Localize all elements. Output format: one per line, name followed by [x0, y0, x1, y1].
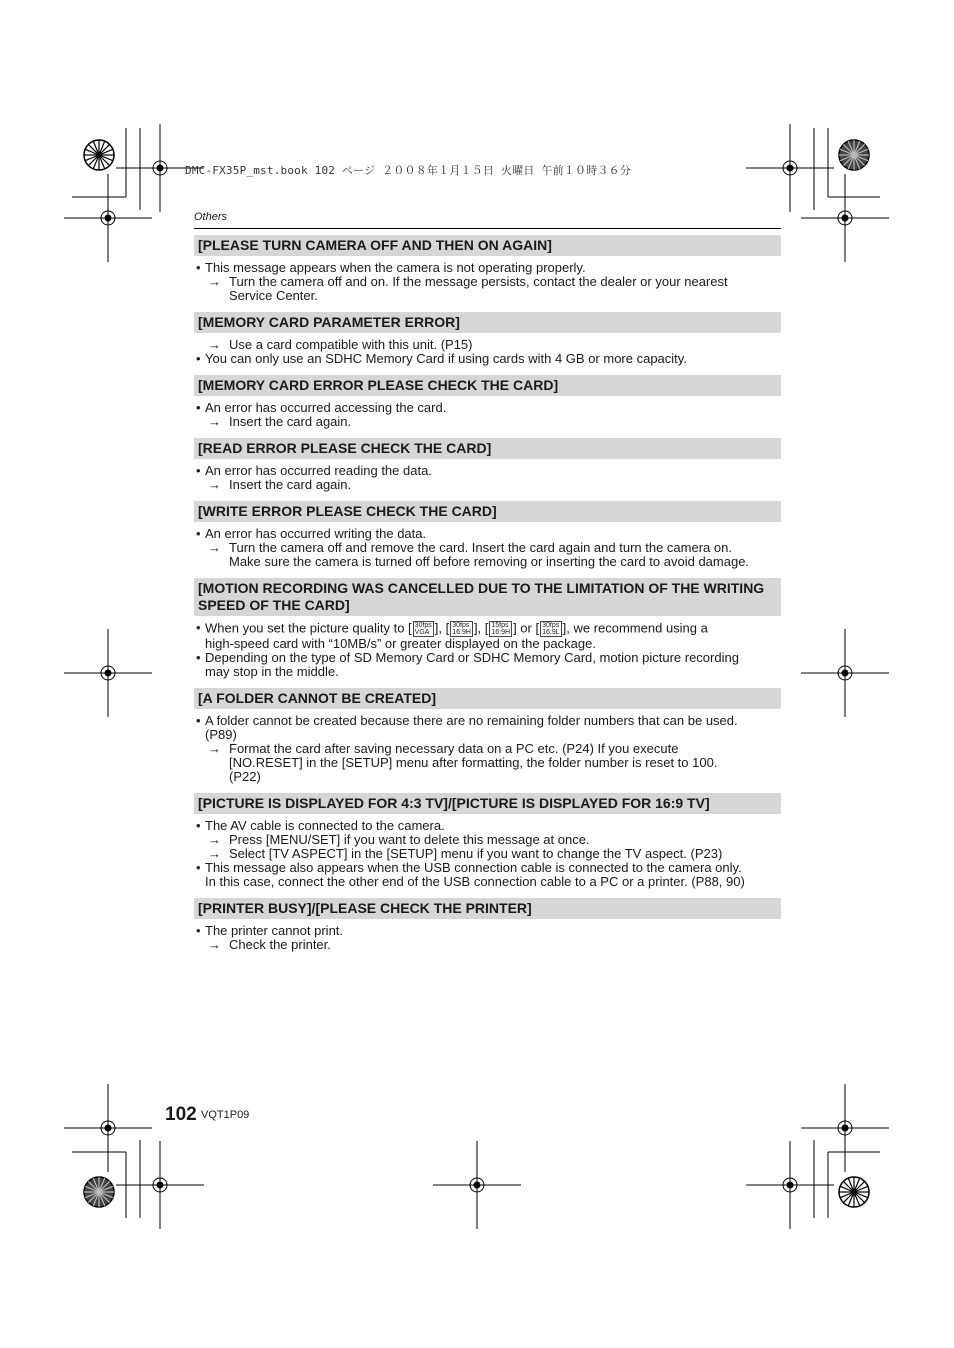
line-text: Use a card compatible with this unit. (P15)	[229, 337, 473, 352]
bullet-line	[194, 861, 781, 875]
arrow-icon: →	[208, 540, 221, 555]
line-text: (P89)	[205, 727, 237, 742]
bullet-line	[194, 714, 781, 728]
registration-crosshair	[64, 1084, 152, 1172]
line-text: Insert the card again.	[229, 414, 352, 429]
quality-mode: 16:9H	[452, 629, 471, 636]
message-body	[194, 522, 781, 569]
message-body	[194, 919, 781, 952]
bullet-line	[194, 924, 781, 938]
print-header: DMC-FX35P_mst.book 102 ページ ２００８年１月１５日 火曜日 午前１０時３６分	[185, 164, 631, 177]
picture-quality-icon	[489, 621, 512, 637]
message-heading: [PLEASE TURN CAMERA OFF AND THEN ON AGAIN]	[194, 235, 781, 256]
arrow-line	[194, 847, 781, 861]
message-body	[194, 333, 781, 366]
continuation-line	[194, 289, 781, 303]
line-text: This message also appears when the USB connection cable is connected to the camera only.	[205, 860, 742, 875]
arrow-icon: →	[208, 477, 221, 492]
page-number: 102	[165, 1104, 197, 1125]
arrow-icon: →	[208, 337, 221, 352]
color-rosette	[84, 140, 114, 170]
bullet-line	[194, 527, 781, 541]
quality-mode: VGA	[414, 629, 430, 636]
line-text: Make sure the camera is turned off before removing or inserting the card to avoid damage.	[229, 554, 750, 569]
registration-crosshair	[801, 629, 889, 717]
arrow-line	[194, 275, 781, 289]
line-text: Depending on the type of SD Memory Card or SDHC Memory Card, motion picture recording	[205, 650, 739, 665]
line-text: In this case, connect the other end of the USB connection cable to a PC or a printer. (P88, 90)	[205, 874, 745, 889]
bullet-line	[194, 352, 781, 366]
continuation-line	[194, 770, 781, 784]
line-text: ], [	[473, 620, 489, 636]
message-body	[194, 396, 781, 429]
color-rosette	[839, 140, 869, 170]
line-text: You can only use an SDHC Memory Card if using cards with 4 GB or more capacity.	[205, 351, 687, 366]
picture-quality-icon	[450, 621, 473, 637]
message-heading: [MEMORY CARD PARAMETER ERROR]	[194, 312, 781, 333]
message-section	[194, 688, 781, 784]
message-section	[194, 501, 781, 569]
picture-quality-icon	[540, 621, 562, 637]
message-heading: [PICTURE IS DISPLAYED FOR 4:3 TV]/[PICTURE IS DISPLAYED FOR 16:9 TV]	[194, 793, 781, 814]
message-section	[194, 793, 781, 889]
arrow-line	[194, 833, 781, 847]
line-text: ], we recommend using a	[562, 620, 708, 636]
message-heading: [READ ERROR PLEASE CHECK THE CARD]	[194, 438, 781, 459]
line-text: ] or [	[513, 620, 540, 636]
arrow-line	[194, 541, 781, 555]
message-section	[194, 578, 781, 679]
line-text: An error has occurred accessing the card.	[205, 400, 447, 415]
message-section	[194, 375, 781, 429]
message-heading: [A FOLDER CANNOT BE CREATED]	[194, 688, 781, 709]
bullet-line	[194, 401, 781, 415]
message-heading: [WRITE ERROR PLEASE CHECK THE CARD]	[194, 501, 781, 522]
line-text: ], [	[434, 620, 450, 636]
continuation-line	[194, 728, 781, 742]
arrow-icon: →	[208, 274, 221, 289]
line-text: may stop in the middle.	[205, 664, 339, 679]
arrow-line	[194, 338, 781, 352]
continuation-line	[194, 637, 781, 651]
arrow-line	[194, 742, 781, 756]
registration-crosshair	[64, 174, 152, 262]
message-section	[194, 438, 781, 492]
bullet-line	[194, 261, 781, 275]
arrow-icon: →	[208, 937, 221, 952]
message-body	[194, 459, 781, 492]
line-text: The AV cable is connected to the camera.	[205, 818, 445, 833]
color-rosette	[84, 1177, 114, 1207]
arrow-line	[194, 478, 781, 492]
line-text: Turn the camera off and remove the card. Insert the card again and turn the camera on.	[229, 540, 732, 555]
bullet-line	[194, 621, 781, 637]
line-text: Turn the camera off and on. If the message persists, contact the dealer or your nearest	[229, 274, 728, 289]
color-rosette	[839, 1177, 869, 1207]
line-text: Format the card after saving necessary data on a PC etc. (P24) If you execute	[229, 741, 679, 756]
arrow-icon: →	[208, 846, 221, 861]
continuation-line	[194, 756, 781, 770]
message-section	[194, 235, 781, 303]
line-text: An error has occurred writing the data.	[205, 526, 427, 541]
continuation-line	[194, 665, 781, 679]
line-text: Select [TV ASPECT] in the [SETUP] menu if you want to change the TV aspect. (P23)	[229, 846, 723, 861]
fps-value: 30fps	[542, 622, 560, 629]
registration-crosshair	[433, 1141, 521, 1229]
arrow-icon: →	[208, 414, 221, 429]
fps-value: 30fps	[452, 622, 470, 629]
line-text: When you set the picture quality to [	[205, 620, 412, 636]
message-body	[194, 256, 781, 303]
message-heading: [MEMORY CARD ERROR PLEASE CHECK THE CARD]	[194, 375, 781, 396]
line-text: An error has occurred reading the data.	[205, 463, 432, 478]
line-text: This message appears when the camera is not operating properly.	[205, 260, 586, 275]
registration-crosshair	[116, 1141, 204, 1229]
error-message-list	[194, 235, 781, 961]
line-text: A folder cannot be created because there are no remaining folder numbers that can be used.	[205, 713, 738, 728]
document-code: VQT1P09	[201, 1109, 250, 1121]
registration-crosshair	[64, 629, 152, 717]
line-text: Press [MENU/SET] if you want to delete this message at once.	[229, 832, 590, 847]
line-text: Check the printer.	[229, 937, 331, 952]
line-text: high-speed card with “10MB/s” or greater displayed on the package.	[205, 636, 596, 651]
line-text: The printer cannot print.	[205, 923, 344, 938]
message-body	[194, 814, 781, 889]
message-section	[194, 898, 781, 952]
fps-value: 30fps	[414, 622, 432, 629]
arrow-icon: →	[208, 741, 221, 756]
message-section	[194, 312, 781, 366]
quality-mode: 16:9L	[542, 629, 560, 636]
line-text: Service Center.	[229, 288, 318, 303]
bullet-line	[194, 651, 781, 665]
bullet-line	[194, 819, 781, 833]
registration-crosshair	[746, 124, 834, 212]
message-heading: [MOTION RECORDING WAS CANCELLED DUE TO THE LIMITATION OF THE WRITING SPEED OF THE CARD]	[194, 578, 781, 616]
section-label: Others	[194, 211, 228, 223]
line-text: (P22)	[229, 769, 261, 784]
arrow-line	[194, 415, 781, 429]
arrow-line	[194, 938, 781, 952]
message-body	[194, 709, 781, 784]
fps-value: 15fps	[491, 622, 509, 629]
continuation-line	[194, 875, 781, 889]
message-heading: [PRINTER BUSY]/[PLEASE CHECK THE PRINTER]	[194, 898, 781, 919]
line-text: Insert the card again.	[229, 477, 352, 492]
quality-mode: 16:9H	[491, 629, 511, 636]
registration-crosshair	[746, 1141, 834, 1229]
line-text: [NO.RESET] in the [SETUP] menu after formatting, the folder number is reset to 100.	[229, 755, 718, 770]
bullet-line	[194, 464, 781, 478]
picture-quality-icon	[413, 621, 434, 637]
header-rule	[194, 228, 781, 229]
message-body	[194, 616, 781, 679]
arrow-icon: →	[208, 832, 221, 847]
continuation-line	[194, 555, 781, 569]
